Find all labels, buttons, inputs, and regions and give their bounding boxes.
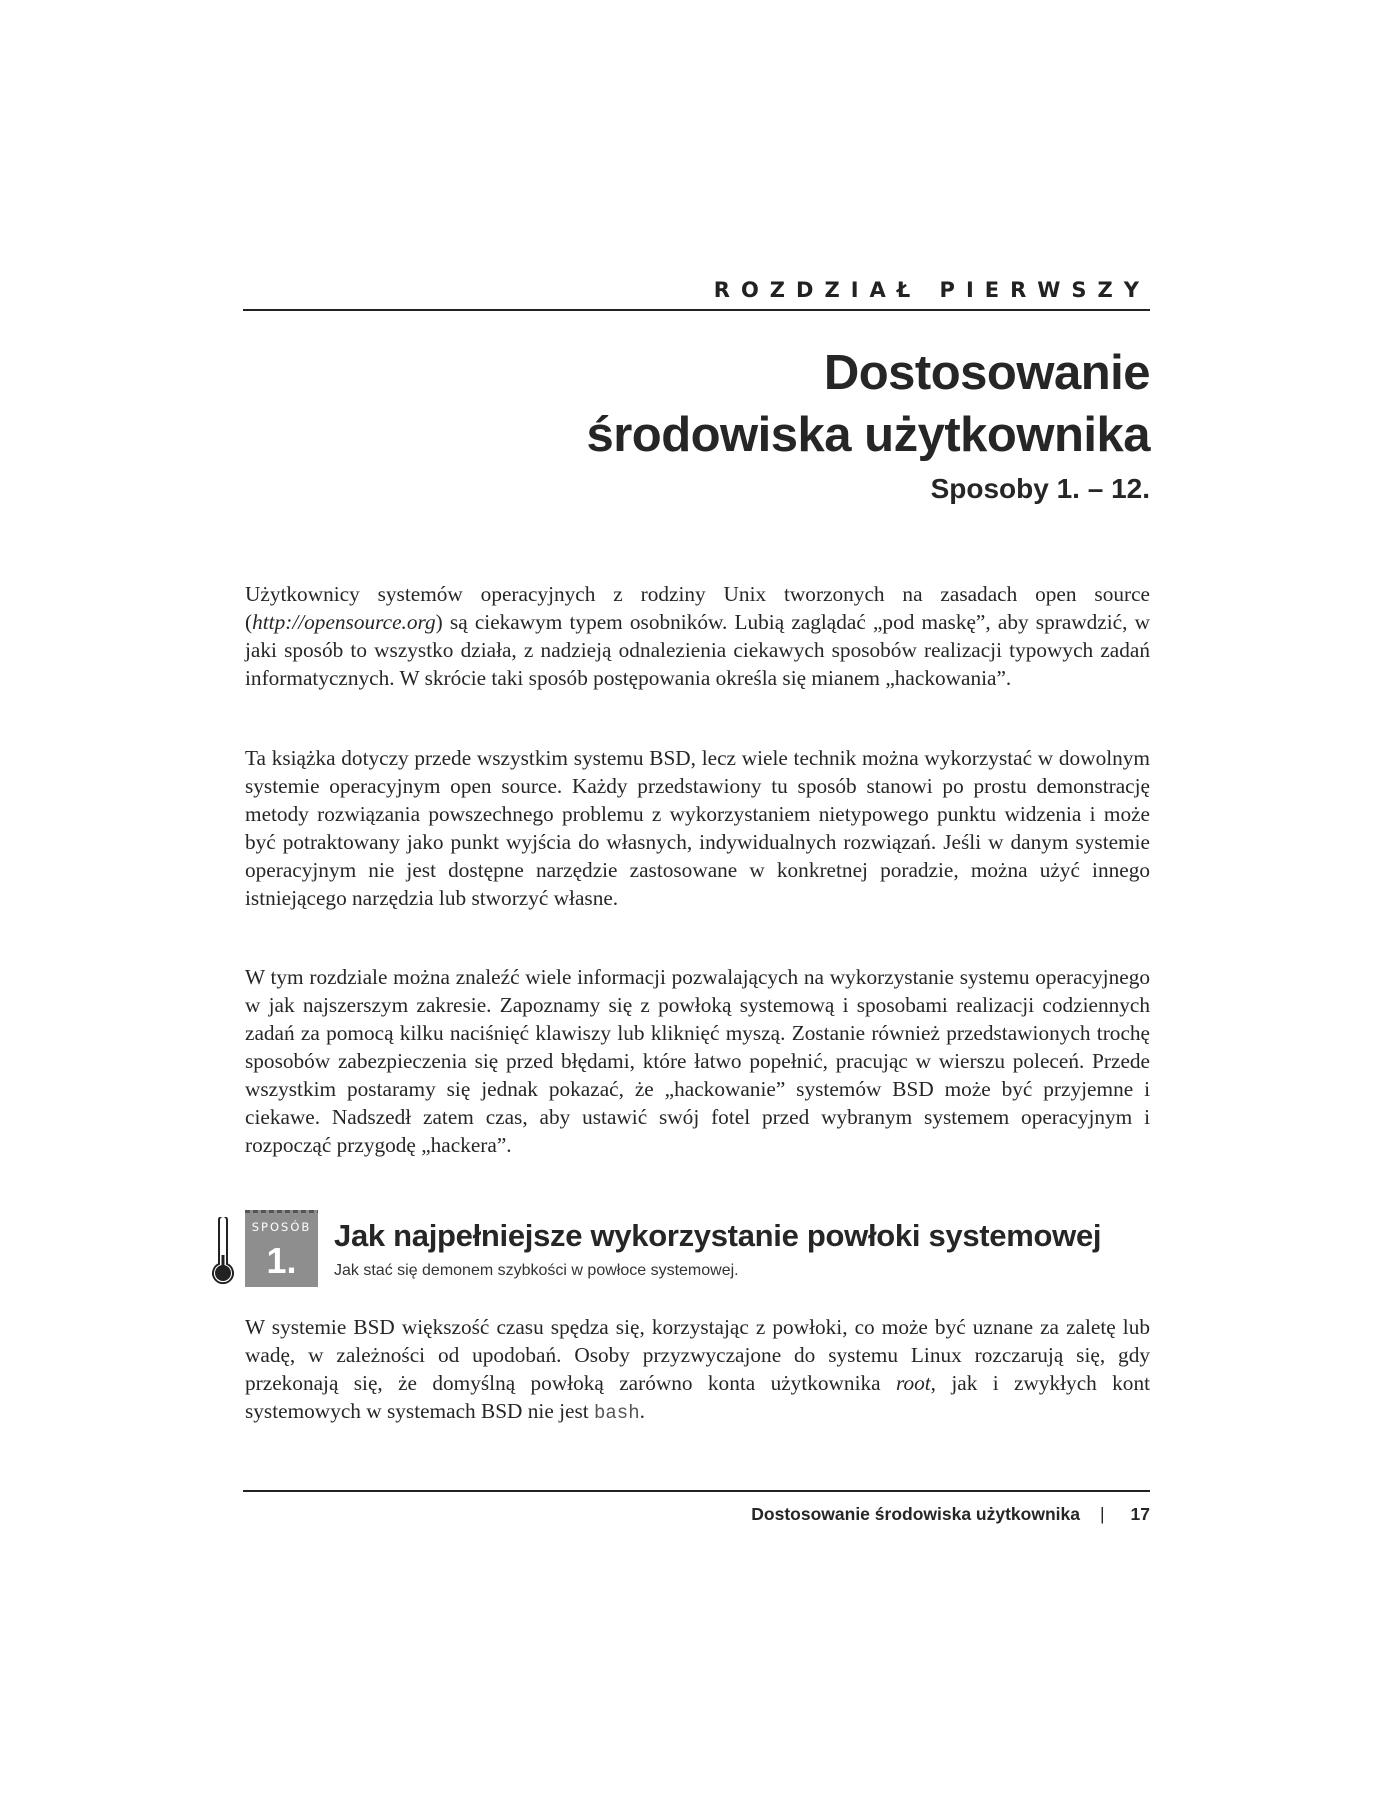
- thermometer-icon: [212, 1217, 234, 1285]
- chapter-title: [243, 342, 1150, 466]
- p1-text-start: Użytkownicy systemów operacyjnych z rodziny Unix tworzonych na zasadach open source (: [245, 582, 1150, 634]
- chapter-subtitle: Sposoby 1. – 12.: [930, 473, 1150, 504]
- footer-separator: |: [1099, 1504, 1105, 1524]
- opensource-link[interactable]: http://opensource.org: [252, 610, 436, 634]
- hack-badge-dashes: [245, 1210, 318, 1213]
- p4-text-1: W systemie BSD większość czasu spędza się, korzystając z powłoki, co może być uznane za zaletę lub wadę, w zależności od upodobań. Osoby przyzwyczajone do systemu Linux rozczarują się, gdy przekonają się, że domyślną powłoką zarówno konta użytkownika: [245, 1315, 1150, 1395]
- chapter-rule: [243, 309, 1150, 311]
- hack-badge-label: SPOSÓB: [251, 1220, 312, 1234]
- body-paragraph-1: [245, 1313, 1150, 1427]
- footer-running-title: Dostosowanie środowiska użytkownika: [751, 1504, 1080, 1524]
- p1-text-end: ) są ciekawym typem osobników. Lubią zaglądać „pod maskę”, aby sprawdzić, w jaki sposób to wszystko działa, z nadzieją odnalezienia ciekawych sposobów realizacji typowych zadań informatycznych. W skrócie taki sposób postępowania określa się mianem „hackowania”.: [245, 610, 1150, 690]
- footer-rule: [243, 1490, 1150, 1492]
- intro-paragraph-3: W tym rozdziale można znaleźć wiele informacji pozwalających na wykorzystanie systemu operacyjnego w jak najszerszym zakresie. Zapoznamy się z powłoką systemową i sposobami realizacji codziennych zadań za pomocą kilku naciśnięć klawiszy lub kliknięć myszą. Zostanie również przedstawionych trochę sposobów zabezpieczenia się przed błędami, które łatwo popełnić, pracując w wierszu poleceń. Przede wszystkim postaramy się jednak pokazać, że „hackowanie” systemów BSD może być przyjemne i ciekawe. Nadszedł zatem czas, aby ustawić swój fotel przed wybranym systemem operacyjnym i rozpocząć przygodę „hackera”.: [245, 965, 1150, 1157]
- chapter-title-line-2: środowiska użytkownika: [586, 408, 1150, 462]
- page-footer: [243, 1504, 1150, 1525]
- hack-subtitle: Jak stać się demonem szybkości w powłoce systemowej.: [334, 1262, 739, 1279]
- chapter-title-line-1: Dostosowanie: [823, 346, 1150, 400]
- chapter-label: ROZDZIAŁ PIERWSZY: [713, 278, 1150, 302]
- intro-paragraph-2: Ta książka dotyczy przede wszystkim systemu BSD, lecz wiele technik można wykorzystać w dowolnym systemie operacyjnym open source. Każdy przedstawiony tu sposób stanowi po prostu demonstrację metody rozwiązania powszechnego problemu z wykorzystaniem nietypowego punktu widzenia i może być potraktowany jako punkt wyjścia do własnych, indywidualnych rozwiązań. Jeśli w danym systemie operacyjnym nie jest dostępne narzędzie zastosowane w konkretnej poradzie, można użyć innego istniejącego narzędzia lub stworzyć własne.: [245, 746, 1150, 910]
- p4-text-2: , jak i zwykłych kont systemowych w systemach BSD nie jest: [245, 1371, 1151, 1423]
- hack-title: Jak najpełniejsze wykorzystanie powłoki systemowej: [334, 1218, 1102, 1253]
- p4-text-end: .: [639, 1399, 645, 1423]
- bash-code: bash: [594, 1402, 640, 1424]
- hack-badge: [245, 1210, 318, 1287]
- page-number: 17: [1130, 1504, 1150, 1524]
- root-term: root: [895, 1371, 931, 1395]
- intro-paragraph-1: [245, 580, 1150, 692]
- hack-badge-number: 1.: [266, 1240, 297, 1281]
